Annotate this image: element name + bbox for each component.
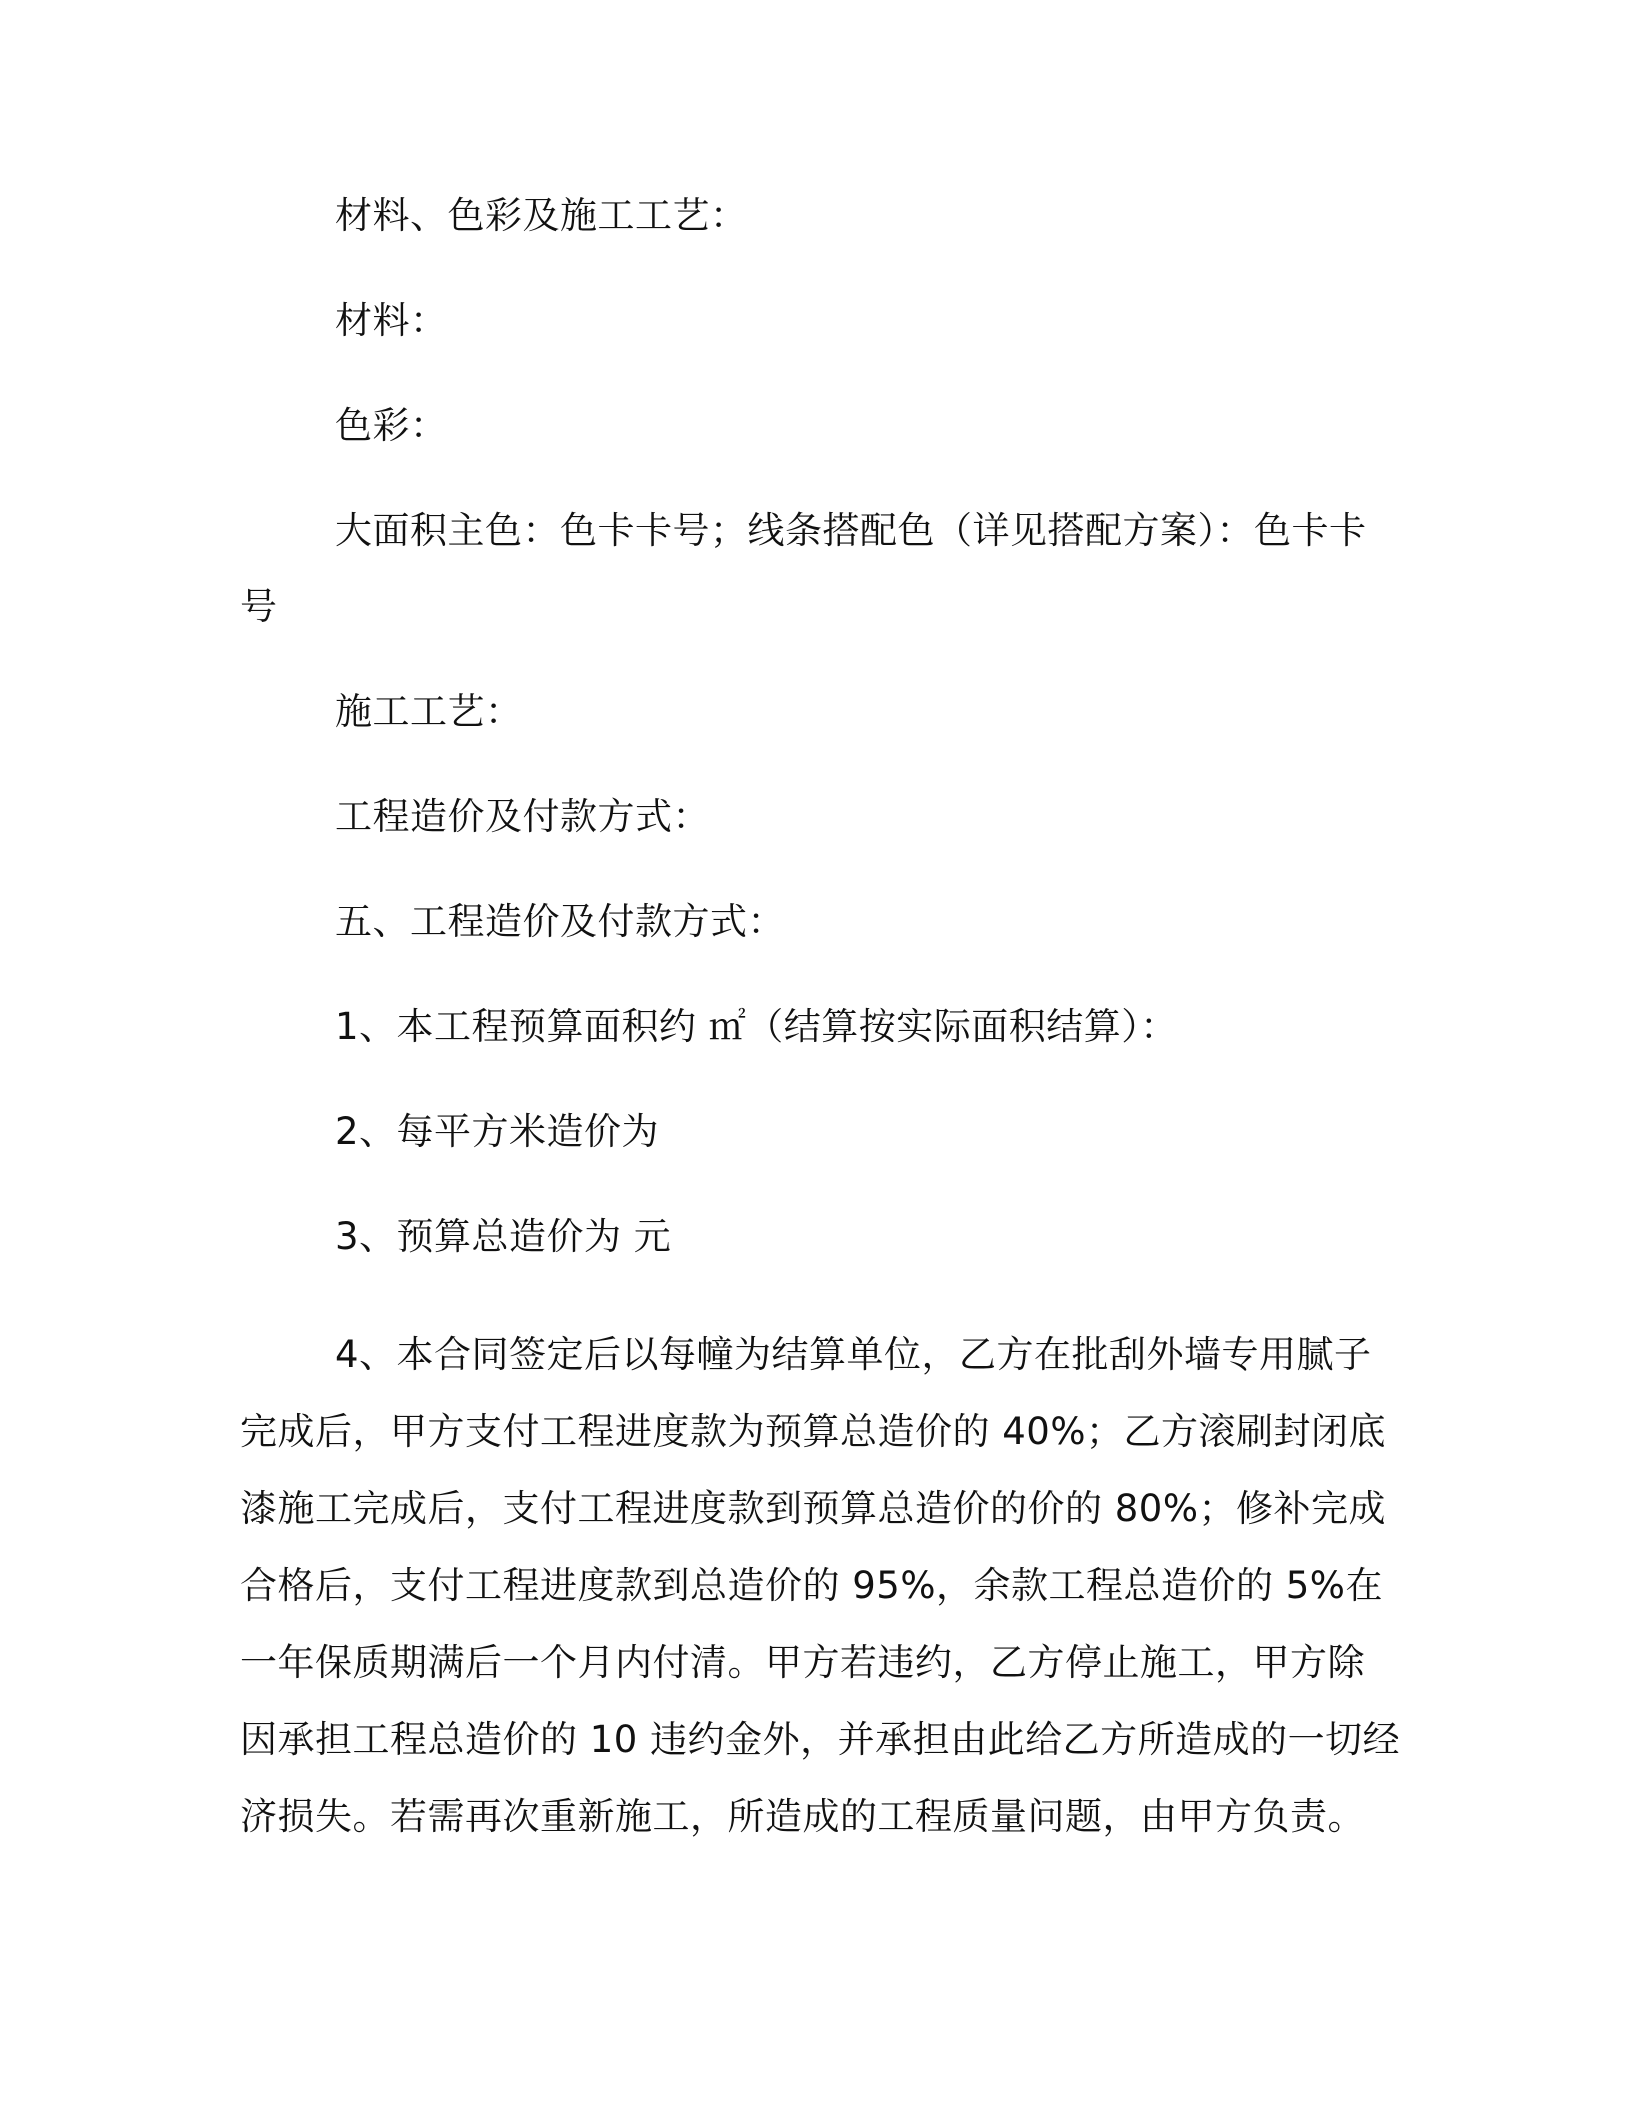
item-4-line: 合格后，支付工程进度款到总造价的 95%，余款工程总造价的 5%在	[240, 1564, 1383, 1607]
heading-materials-colors-process: 材料、色彩及施工工艺：	[335, 194, 748, 237]
item-4-line: 因承担工程总造价的 10 违约金外，并承担由此给乙方所造成的一切经	[240, 1718, 1401, 1761]
label-colors: 色彩：	[335, 404, 448, 447]
item-4-line: 4、本合同签定后以每幢为结算单位，乙方在批刮外墙专用腻子	[335, 1333, 1372, 1376]
item-2-unit-price: 2、每平方米造价为	[335, 1110, 660, 1153]
main-color-line-continued: 号	[240, 585, 278, 628]
item-4-line: 漆施工完成后，支付工程进度款到预算总造价的价的 80%；修补完成	[240, 1487, 1386, 1530]
section-five-heading: 五、工程造价及付款方式：	[335, 900, 785, 943]
label-materials: 材料：	[335, 299, 448, 342]
item-4-line: 济损失。若需再次重新施工，所造成的工程质量问题，由甲方负责。	[240, 1795, 1365, 1838]
item-4-line: 完成后，甲方支付工程进度款为预算总造价的 40%；乙方滚刷封闭底	[240, 1410, 1386, 1453]
main-color-line: 大面积主色：色卡卡号；线条搭配色（详见搭配方案）：色卡卡	[335, 509, 1367, 552]
label-construction-process: 施工工艺：	[335, 690, 523, 733]
document-body	[240, 190, 1401, 1855]
item-1-budget-area: 1、本工程预算面积约 ㎡（结算按实际面积结算）：	[335, 1005, 1178, 1048]
item-4-line: 一年保质期满后一个月内付清。甲方若违约，乙方停止施工，甲方除	[240, 1641, 1365, 1684]
item-4-payment-terms	[240, 1316, 1401, 1855]
heading-price-payment: 工程造价及付款方式：	[335, 795, 710, 838]
item-3-total-price: 3、预算总造价为 元	[335, 1215, 672, 1258]
